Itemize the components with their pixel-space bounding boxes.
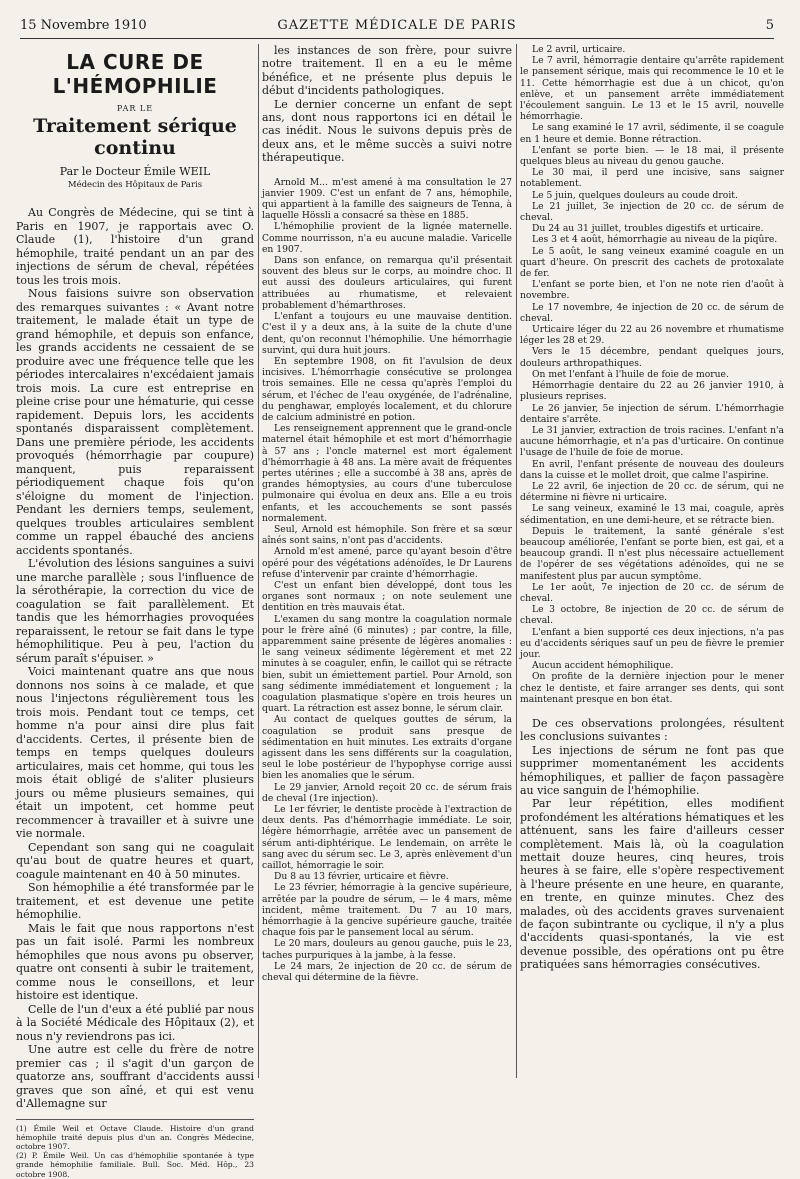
paragraph: Vers le 15 décembre, pendant quelques jours, douleurs arthropathiques. bbox=[520, 346, 784, 369]
paragraph: On profite de la dernière injection pour le mener chez le dentiste, et faire arranger ses dents, qui sont maintenant presque en bon état. bbox=[520, 671, 784, 705]
paragraph: Nous faisions suivre son observation des remarques suivantes : « Avant notre traitement, le malade était un type de grand hémophile, et depuis son enfance, les grands accidents ne cessaient de se produire avec une fréquence telle que les périodes intercalaires n'excédaient jamais trois mois. La cure est entreprise en pleine crise pour une hématurie, qui cesse rapidement. Depuis lors, les accidents spontanés disparaissent complètement. Dans une première période, les accidents provoqués (hémorrhagie par coupure) manquent, puis reparaissent périodiquement chaque fois qu'on s'éloigne du moment de l'injection. Pendant les derniers temps, seulement, quelques troubles articulaires semblent comme un rappel ébauché des anciens accidents spontanés. bbox=[16, 287, 254, 557]
paragraph: L'enfant a toujours eu une mauvaise dentition. C'est il y a deux ans, à la suite de la chute d'une dent, qu'on reconnut l'hémophilie. Une hémorrhagie survint, qui dura huit jours. bbox=[262, 311, 512, 356]
paragraph: Du 24 au 31 juillet, troubles digestifs et urticaire. bbox=[532, 223, 764, 235]
paragraph: Le 31 janvier, extraction de trois racines. L'enfant n'a aucune hémorrhagie, et n'a pas d'urticaire. On continue l'usage de l'huile de foie de morue. bbox=[520, 424, 784, 459]
paragraph: Le 2 avril, urticaire. bbox=[532, 44, 626, 55]
paragraph: Celle de l'un d'eux a été publié par nous à la Société Médicale des Hôpitaux (2), et nous n'y reviendrons pas ici. bbox=[16, 1002, 254, 1043]
column-2 bbox=[262, 44, 512, 1078]
footnote: (1) Émile Weil et Octave Claude. Histoire d'un grand hémophile traité depuis plus d'un an. Congrès Médecine, octobre 1907. bbox=[16, 1123, 254, 1151]
paragraph: Les injections de sérum ne font pas que supprimer momentanément les accidents hémophiliques, et pallier de façon passagère au vice sanguin de l'hémophilie. bbox=[520, 743, 784, 798]
paragraph: Aucun accident hémophilique. bbox=[532, 660, 674, 672]
paragraph: Le 22 avril, 6e injection de 20 cc. de sérum, qui ne détermine ni fièvre ni urticaire. bbox=[520, 480, 784, 504]
paragraph: Le 7 avril, hémorragie dentaire qu'arrête rapidement le pansement sérique, mais qui recommence le 10 et le 11. Cette hémorrhagie est due à un chicot, qu'on enlève, et un pansement arrête immédiatement l'écoulement sanguin. Le 13 et le 15 avril, nouvelle hémorrhagie. bbox=[520, 55, 784, 123]
author-line: Par le Docteur Émile WEIL bbox=[59, 165, 211, 178]
paragraph: L'enfant a bien supporté ces deux injections, n'a pas eu d'accidents sériques sauf un peu de fièvre le premier jour. bbox=[520, 626, 784, 660]
column-1-body bbox=[16, 206, 254, 1111]
paragraph: Le 3 octobre, 8e injection de 20 cc. de sérum de cheval. bbox=[520, 604, 784, 627]
paragraph: Le 21 juillet, 3e injection de 20 cc. de sérum de cheval. bbox=[520, 200, 784, 224]
paragraph: Par leur répétition, elles modifient profondément les altérations hématiques et les atténuent, sans les faire d'ailleurs cesser complètement. Mais là, où la coagulation mettait douze heures, cinq heures, trois heures à se faire, elle s'opère respectivement à l'heure présente en une heure, en quarante, en trente, en quinze minutes. Chez des malades, où des accidents graves survenaient de façon subintrante ou cyclique, il n'y a plus d'accidents quasi-spontanés, la vie est devenue possible, des opérations ont pu être pratiquées sans hémorragies consécutives. bbox=[520, 797, 784, 972]
paragraph: Le 1er février, le dentiste procède à l'extraction de deux dents. Pas d'hémorrhagie immédiate. Le soir, légère hémorrhagie, arrêtée avec un pansement de sérum anti-diphtérique. Le lendemain, on arrête le sang avec du sérum sec. Le 3, après enlèvement d'un caillot, hémorragie le soir. bbox=[262, 804, 512, 872]
paragraph: Hémorrhagie dentaire du 22 au 26 janvier 1910, à plusieurs reprises. bbox=[520, 380, 784, 403]
paragraph: Au Congrès de Médecine, qui se tint à Paris en 1907, je rapportais avec O. Claude (1), l'histoire d'un grand hémophile, traité pendant un an par des injections de sérum de cheval, répétées tous les trois mois. bbox=[16, 206, 254, 287]
paragraph: Les 3 et 4 août, hémorrhagie au niveau de la piqûre. bbox=[532, 234, 778, 246]
paragraph: Le 24 mars, 2e injection de 20 cc. de sérum de cheval qui détermine de la fièvre. bbox=[262, 960, 512, 984]
article-title: LA CURE DE L'HÉMOPHILIE bbox=[52, 50, 218, 98]
paragraph: Le 29 janvier, Arnold reçoit 20 cc. de sérum frais de cheval (1re injection). bbox=[262, 781, 512, 804]
paragraph: L'évolution des lésions sanguines a suivi une marche parallèle ; sous l'influence de la sérothérapie, la correction du vice de coagulation se fait parallèlement. Et tandis que les hémorrhagies provoquées reparaissent, le retour se fait dans le type hémophilitique. Peu à peu, l'action du sérum paraît s'épuiser. » bbox=[16, 557, 254, 665]
paragraph: Arnold M... m'est amené à ma consultation le 27 janvier 1909. C'est un enfant de 7 ans, hémophile, qui appartient à la famille des saigneurs de Tenna, à laquelle Hössli a consacré sa thèse en 1885. bbox=[262, 176, 512, 222]
paragraph: L'enfant se porte bien, et l'on ne note rien d'août à novembre. bbox=[520, 279, 784, 302]
paragraph: Le 1er août, 7e injection de 20 cc. de sérum de cheval. bbox=[520, 581, 784, 604]
paragraph: Le 20 mars, douleurs au genou gauche, puis le 23, taches purpuriques à la jambe, à la fesse. bbox=[262, 938, 512, 961]
paragraph: Le 26 janvier, 5e injection de sérum. L'hémorrhagie dentaire s'arrête. bbox=[520, 402, 784, 425]
paragraph: Arnold m'est amené, parce qu'ayant besoin d'être opéré pour des végétations adénoïdes, le Dr Laurens refuse d'intervenir par crainte d'hémorrhagie. bbox=[262, 546, 512, 580]
paragraph: Urticaire léger du 22 au 26 novembre et rhumatisme léger les 28 et 29. bbox=[520, 324, 784, 347]
paragraph: Au contact de quelques gouttes de sérum, la coagulation se produit sans presque de sédimentation en huit minutes. Les extraits d'organe agissent dans les sens différents sur la coagulation, seul le lobe postérieur de l'hypophyse corrige aussi bien les anomalies que le sérum. bbox=[262, 714, 512, 782]
paragraph: Les renseignement apprennent que le grand-oncle maternel était hémophile et est mort d'hémorrhagie à 57 ans ; l'oncle maternel est mort également d'hémorrhagie à 48 ans. La mère avait de fréquentes pertes utérines ; elle a succombé à 38 ans, après de grandes hémoptysies, au cours d'une tuberculose pulmonaire qui évolua en deux ans. Elle a eu trois enfants, et les accouchements se sont passés normalement. bbox=[262, 423, 512, 524]
article-subtitle: Traitement sérique continu bbox=[33, 115, 237, 159]
paragraph: Dans son enfance, on remarqua qu'il présentait souvent des bleus sur le corps, au moindre choc. Il eut aussi des douleurs articulaires, qui furent attribuées au rhumatisme, et relevaient probablement d'hémarthroses. bbox=[262, 255, 512, 311]
title-connector: PAR LE bbox=[116, 104, 154, 113]
paragraph: Son hémophilie a été transformée par le traitement, et est devenue une petite hémophilie. bbox=[16, 881, 254, 921]
paragraph: Le 30 mai, il perd une incisive, sans saigner notablement. bbox=[520, 167, 784, 190]
paragraph: L'examen du sang montre la coagulation normale pour le frère aîné (6 minutes) ; par contre, la fille, apparemment saine présente de légères anomalies : le sang veineux sédimente légèrement et met 22 minutes à se coaguler, enfin, le caillot qui se rétracte bien, subit un émiettement partiel. Pour Arnold, son sang sédimente immédiatement et longuement ; la coagulation plasmatique s'opère en trois heures un quart. La rétraction est assez bonne, le sérum clair. bbox=[262, 613, 512, 715]
case-report-continued bbox=[520, 44, 784, 705]
page-number: 5 bbox=[765, 18, 774, 33]
paragraph: Le 5 juin, quelques douleurs au coude droit. bbox=[532, 189, 738, 201]
paragraph: Mais le fait que nous rapportons n'est pas un fait isolé. Parmi les nombreux hémophiles que nous avons pu observer, quatre ont consenti à subir le traitement, comme nous le conseillons, et leur histoire est identique. bbox=[16, 921, 254, 1002]
paragraph: Le dernier concerne un enfant de sept ans, dont nous rapportons ici en détail le cas inédit. Nous le suivons depuis près de deux ans, et le même succès a suivi notre thérapeutique. bbox=[262, 97, 512, 165]
conclusions bbox=[520, 717, 784, 972]
paragraph: De ces observations prolongées, résultent les conclusions suivantes : bbox=[520, 716, 784, 744]
column-2-intro bbox=[262, 44, 512, 165]
column-3 bbox=[520, 44, 784, 1078]
paragraph: les instances de son frère, pour suivre notre traitement. Il en a eu le même bénéfice, et ne présente plus depuis le début d'incidents pathologiques. bbox=[262, 44, 512, 98]
column-divider bbox=[516, 44, 517, 1078]
paragraph: Depuis le traitement, la santé générale s'est beaucoup améliorée, l'enfant se porte bien, est gai, et a beaucoup grandi. Il n'est plus nécessaire actuellement de l'opérer de ses végétations adénoïdes, qui ne se manifestent plus par aucun symptôme. bbox=[520, 525, 784, 582]
paragraph: Le 5 août, le sang veineux examiné coagule en un quart d'heure. On prescrit des cachets de protoxalate de fer. bbox=[520, 245, 784, 280]
paragraph: Seul, Arnold est hémophile. Son frère et sa sœur aînés sont sains, n'ont pas d'accidents. bbox=[262, 523, 512, 547]
footnotes bbox=[16, 1119, 254, 1179]
paragraph: Le sang examiné le 17 avril, sédimente, il se coagule en 1 heure et demie. Bonne rétraction. bbox=[520, 122, 784, 145]
paragraph: Voici maintenant quatre ans que nous donnons nos soins à ce malade, et que nous l'injectons régulièrement tous les trois mois. Pendant tout ce temps, cet homme n'a pour ainsi dire plus fait d'accidents. Certes, il présente bien de temps en temps quelques douleurs articulaires, mais cet homme, qui tous les mois était obligé de s'aliter plusieurs jours ou même plusieurs semaines, qui était un impotent, cet homme peut recommencer à travailler et à suivre une vie normale. bbox=[16, 665, 254, 840]
paragraph: Le sang veineux, examiné le 13 mai, coagule, après sédimentation, en une demi-heure, et se rétracte bien. bbox=[520, 503, 784, 526]
paragraph: Le 17 novembre, 4e injection de 20 cc. de sérum de cheval. bbox=[520, 301, 784, 324]
paragraph: En avril, l'enfant présente de nouveau des douleurs dans la cuisse et le mollet droit, que calme l'aspirine. bbox=[520, 458, 784, 481]
paragraph: Du 8 au 13 février, urticaire et fièvre. bbox=[274, 871, 449, 883]
paragraph: C'est un enfant bien développé, dont tous les organes sont normaux ; on note seulement une dentition en très mauvais état. bbox=[262, 579, 512, 614]
column-1 bbox=[16, 44, 254, 1179]
footnote: (2) P. Émile Weil. Un cas d'hémophilie spontanée à type grande hémophilie familiale. Bull. Soc. Méd. Hôp., 23 octobre 1908. bbox=[16, 1151, 254, 1179]
case-report bbox=[262, 177, 512, 984]
column-divider bbox=[258, 44, 259, 1078]
author-affiliation: Médecin des Hôpitaux de Paris bbox=[67, 180, 203, 190]
journal-title: GAZETTE MÉDICALE DE PARIS bbox=[277, 18, 517, 33]
paragraph: Cependant son sang qui ne coagulait qu'au bout de quatre heures et quart, coagule maintenant en 40 à 50 minutes. bbox=[16, 840, 254, 881]
paragraph: Le 23 février, hémorragie à la gencive supérieure, arrêtée par la poudre de sérum, — le 4 mars, même incident, même traitement. Du 7 au 10 mars, hémorrhagie à la gencive supérieure gauche, traitée chaque fois par le pansement local au sérum. bbox=[262, 882, 512, 939]
paragraph: En septembre 1908, on fit l'avulsion de deux incisives. L'hémorrhagie consécutive se prolongea trois semaines. Elle ne cessa qu'après l'emploi du sérum, et l'échec de l'eau oxygénée, de l'adrénaline, du penghawar, employés localement, et du chlorure de calcium administré en potion. bbox=[262, 355, 512, 423]
issue-date: 15 Novembre 1910 bbox=[20, 18, 147, 33]
paragraph: On met l'enfant à l'huile de foie de morue. bbox=[532, 368, 729, 380]
paragraph: L'hémophilie provient de la lignée maternelle. Comme nourrisson, n'a eu aucune maladie. Varicelle en 1907. bbox=[262, 221, 512, 255]
page-header bbox=[20, 16, 774, 39]
paragraph: L'enfant se porte bien. — le 18 mai, il présente quelques bleus au niveau du genou gauche. bbox=[520, 144, 784, 168]
paragraph: Une autre est celle du frère de notre premier cas ; il s'agit d'un garçon de quatorze ans, souffrant d'accidents aussi graves que son aîné, et qui est venu d'Allemagne sur bbox=[16, 1043, 254, 1110]
